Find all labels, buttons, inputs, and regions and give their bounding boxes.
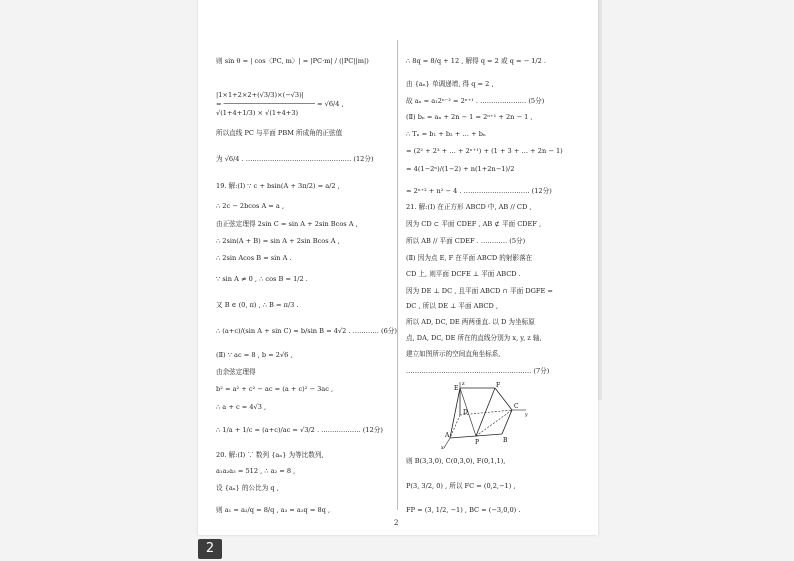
- left-line: 设 {aₙ} 的公比为 q ,: [216, 484, 279, 492]
- left-line: a₁a₂a₃ = 512 , ∴ a₂ = 8 ,: [216, 467, 296, 475]
- label-f: F: [496, 382, 501, 389]
- right-line: FP = (3, 1/2, −1) , BC = (−3,0,0) .: [406, 506, 521, 514]
- label-b: B: [503, 437, 508, 444]
- left-line: ∴ 1/a + 1/c = (a+c)/ac = √3/2 . ……………… (12分): [216, 426, 383, 434]
- edge-ae: [450, 388, 460, 438]
- column-divider: [397, 40, 398, 510]
- axis-x: [444, 438, 450, 448]
- right-line: 点, DA, DC, DE 所在的直线分别为 x, y, z 轴,: [406, 334, 542, 342]
- left-line: (Ⅱ) ∵ ac = 8 , b = 2√6 ,: [216, 351, 293, 359]
- right-line: 则 B(3,3,0), C(0,3,0), F(0,1,1),: [406, 457, 506, 465]
- left-line: |1×1+2×2+(√3/3)×(−√3)|: [216, 91, 304, 99]
- right-line: 故 aₙ = a₁2ⁿ⁻² = 2ⁿ⁺¹ . ………………… (5分): [406, 97, 545, 105]
- label-x: x: [441, 445, 444, 450]
- right-line: (Ⅱ) 因为点 E, F 在平面 ABCD 的射影落在: [406, 254, 533, 262]
- left-line: ∴ 2sin(A + B) = sin A + 2sin Bcos A ,: [216, 237, 340, 245]
- left-line: 由正弦定理得 2sin C = sin A + 2sin Bcos A ,: [216, 220, 358, 228]
- left-line: ∴ (a+c)/(sin A + sin C) = b/sin B = 4√2 . ………… (6分): [216, 327, 397, 335]
- right-line: ∴ 8q = 8/q + 12 , 解得 q = 2 或 q = − 1/2 .: [406, 57, 547, 65]
- right-line: 建立如图所示的空间直角坐标系,: [406, 350, 501, 358]
- left-line: 由余弦定理得: [216, 368, 256, 376]
- left-line: ∴ 2sin Acos B = sin A .: [216, 254, 292, 262]
- label-e: E: [454, 385, 459, 392]
- left-line: √(1+4+1/3) × √(1+4+3): [216, 109, 299, 117]
- page-number-text: 2: [394, 519, 399, 527]
- document-page: [198, 0, 598, 535]
- edge-bc: [502, 410, 512, 434]
- edge-fc: [495, 388, 512, 410]
- right-line: = (2² + 2³ + … + 2ⁿ⁺¹) + (1 + 3 + … + 2n − 1): [406, 147, 563, 155]
- label-c: C: [514, 403, 519, 410]
- left-line: ∴ 2c − 2bcos A = a ,: [216, 202, 285, 210]
- right-line: 所以 AD, DC, DE 两两垂直. 以 D 为坐标原: [406, 318, 535, 326]
- page-badge[interactable]: 2: [198, 539, 222, 559]
- label-d: D: [463, 409, 468, 416]
- right-line: DC , 所以 DE ⊥ 平面 ABCD ,: [406, 302, 498, 310]
- left-line: = ─────────────────────── = √6/4 ,: [216, 100, 344, 108]
- left-line: 则 a₁ = a₂/q = 8/q , a₃ = a₂q = 8q ,: [216, 506, 331, 514]
- right-line: 因为 CD ⊂ 平面 CDEF , AB ⊄ 平面 CDEF ,: [406, 220, 542, 228]
- geometry-figure: [440, 380, 530, 450]
- label-p: P: [475, 439, 480, 446]
- left-line: ∵ sin A ≠ 0 , ∴ cos B = 1/2 .: [216, 275, 308, 283]
- left-line: 所以直线 PC 与平面 PBM 所成角的正弦值: [216, 129, 343, 137]
- right-line: 因为 DE ⊥ DC , 且平面 ABCD ∩ 平面 DGFE =: [406, 287, 553, 295]
- label-a: A: [445, 432, 450, 439]
- right-line: = 4(1−2ⁿ)/(1−2) + n(1+2n−1)/2: [406, 165, 515, 173]
- right-line: CD 上, 则平面 DCFE ⊥ 平面 ABCD .: [406, 270, 521, 278]
- left-line: 又 B ∈ (0, π) , ∴ B = π/3 .: [216, 301, 299, 309]
- right-line: = 2ⁿ⁺² + n² − 4 . ………………………… (12分): [406, 187, 552, 195]
- left-line: 为 √6/4 . ………………………………………… (12分): [216, 155, 374, 163]
- left-line: b² = a² + c² − ac = (a + c)² − 3ac ,: [216, 385, 334, 393]
- right-line: 21. 解:(Ⅰ) 在正方形 ABCD 中, AB // CD ,: [406, 203, 532, 211]
- left-line: 则 sin θ = | cos〈PC, m〉| = |PC·m| / (|PC||m|): [216, 57, 369, 65]
- right-line: ………………………………………………… (7分): [406, 367, 550, 375]
- left-line: ∴ a + c = 4√3 ,: [216, 403, 267, 411]
- right-line: ∴ Tₙ = b₁ + b₂ + … + bₙ: [406, 130, 486, 138]
- label-y: y: [525, 412, 528, 418]
- left-line: 19. 解:(Ⅰ) ∵ c + bsin(A + 3π/2) = a/2 ,: [216, 182, 340, 190]
- left-line: 20. 解:(Ⅰ) ∵ 数列 {aₙ} 为等比数列,: [216, 451, 324, 459]
- right-line: 所以 AB // 平面 CDEF . ………… (5分): [406, 237, 526, 245]
- right-line: (Ⅱ) bₙ = aₙ + 2n − 1 = 2ⁿ⁺¹ + 2n − 1 ,: [406, 113, 533, 121]
- right-line: P(3, 3/2, 0) , 所以 FC = (0,2,−1) ,: [406, 482, 516, 490]
- label-z: z: [462, 381, 465, 387]
- edge-da: [450, 415, 460, 438]
- right-line: 由 {aₙ} 单调递增, 得 q = 2 ,: [406, 80, 494, 88]
